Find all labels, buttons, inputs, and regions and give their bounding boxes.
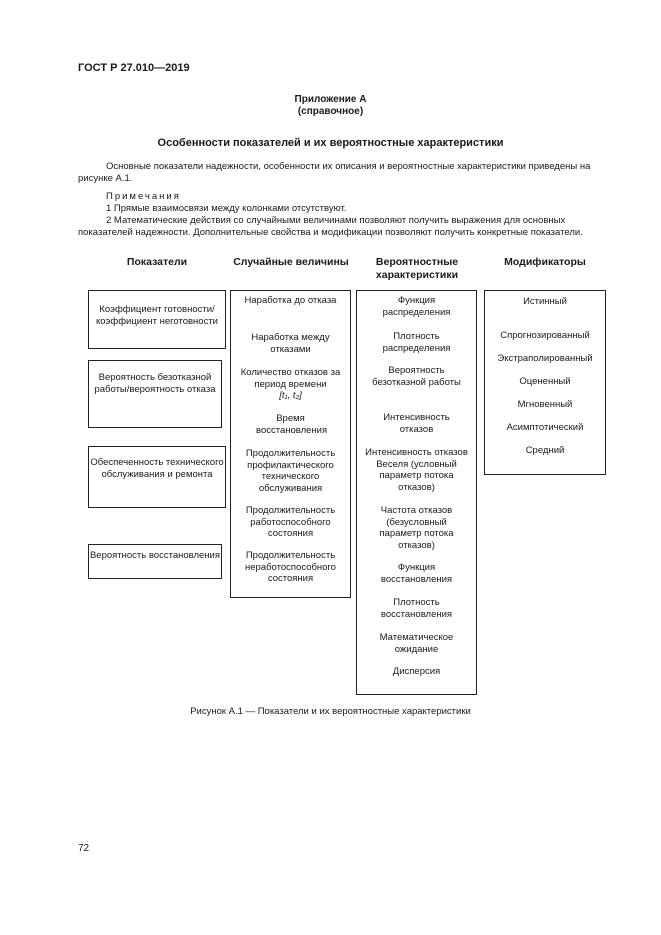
page-number: 72 — [78, 843, 90, 854]
modifier-item: Экстраполированный — [497, 353, 593, 364]
indicator-box — [88, 446, 226, 508]
indicator-maintenance-support: Обеспеченность технического обслуживания и ремонта — [90, 457, 224, 480]
random-value-item: Наработка между отказами — [251, 332, 330, 355]
random-value-item: Время восстановления — [256, 413, 328, 436]
probabilistic-item: Вероятность безотказной работы — [372, 365, 461, 388]
figure-caption: Рисунок А.1 — Показатели и их вероятностные характеристики — [190, 706, 471, 717]
random-value-item: Продолжительность работоспособного состояния — [245, 505, 336, 539]
document-header: ГОСТ Р 27.010—2019 — [78, 62, 190, 74]
modifier-item: Мгновенный — [517, 399, 573, 410]
notes-label: Примечания — [106, 191, 181, 202]
probabilistic-item: Плотность восстановления — [380, 597, 453, 620]
indicator-availability: Коэффициент готовности/ коэффициент неготовности — [96, 304, 218, 327]
appendix-title: Приложение А — [294, 94, 367, 105]
probabilistic-item: Интенсивность отказов — [383, 412, 450, 435]
probabilistic-item: Дисперсия — [392, 666, 441, 677]
random-values-box — [230, 290, 351, 598]
indicator-reliability: Вероятность безотказной работы/вероятность отказа — [94, 372, 216, 395]
random-value-item: Наработка до отказа — [244, 295, 337, 306]
column-heading-modifiers: Модификаторы — [504, 256, 586, 268]
note-1: 1 Прямые взаимосвязи между колонками отсутствуют. — [106, 203, 347, 214]
indicator-box — [88, 360, 222, 428]
modifier-item: Оцененный — [519, 376, 571, 387]
indicator-recovery-probability: Вероятность восстановления — [89, 550, 221, 561]
modifiers-box — [484, 290, 606, 475]
appendix-subtitle: (справочное) — [297, 106, 364, 117]
probabilistic-item: Частота отказов (безусловный параметр потока отказов) — [379, 505, 454, 551]
section-title: Особенности показателей и их вероятностные характеристики — [157, 137, 504, 149]
note-2: 2 Математические действия со случайными величинами позволяют получить выражения для основных показателей надежности. Дополнительные свойства и модификации позволяют получить конкретные показатели. — [78, 215, 583, 238]
probabilistic-item: Интенсивность отказов Веселя (условный параметр потока отказов) — [365, 447, 468, 493]
modifier-item: Асимптотический — [506, 422, 584, 433]
modifier-item: Истинный — [523, 296, 567, 307]
column-heading-random-values: Случайные величины — [233, 256, 349, 268]
indicator-box — [88, 544, 222, 579]
column-heading-probabilistic: Вероятностные характеристики — [375, 256, 459, 281]
intro-paragraph: Основные показатели надежности, особенности их описания и вероятностные характеристики приведены на рисунке А.1. — [78, 161, 591, 184]
probabilistic-item: Функция восстановления — [380, 562, 453, 585]
column-heading-indicators: Показатели — [126, 256, 188, 268]
indicator-box — [88, 290, 226, 349]
random-value-item: Количество отказов за период времени — [240, 367, 341, 390]
probabilistic-item: Математическое ожидание — [379, 632, 454, 655]
random-value-item: Продолжительность неработоспособного состояния — [245, 550, 336, 584]
probabilistic-item: Функция распределения — [382, 295, 451, 318]
modifier-item: Спрогнозированный — [500, 330, 590, 341]
modifier-item: Средний — [525, 445, 565, 456]
probabilistic-item: Плотность распределения — [382, 331, 451, 354]
random-value-interval: [t₁, t₂] — [279, 390, 302, 401]
random-value-item: Продолжительность профилактического технического обслуживания — [245, 448, 336, 494]
probabilistic-box — [356, 290, 477, 695]
